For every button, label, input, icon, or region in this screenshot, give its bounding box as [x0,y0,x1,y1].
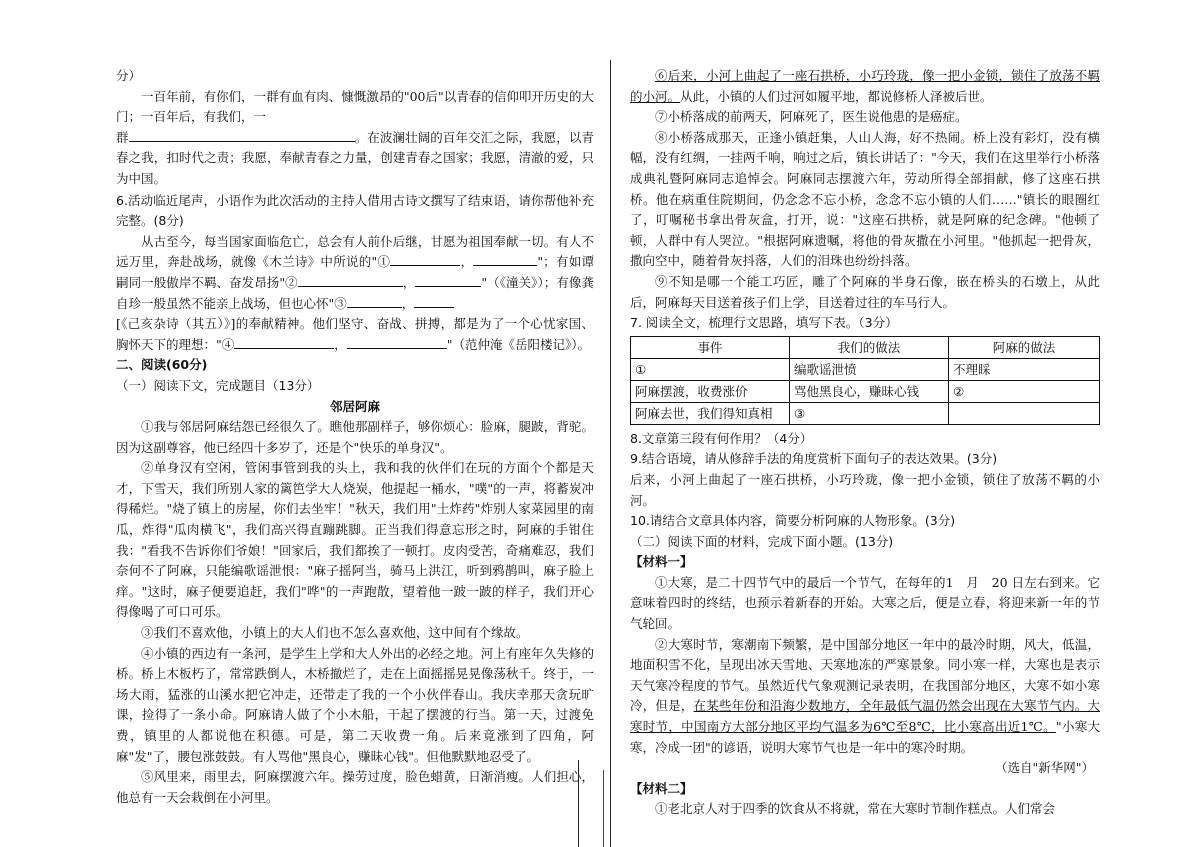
table-cell [949,402,1100,424]
source-credit: （选自"新华网"） [995,760,1094,776]
table-cell[interactable]: ① [631,358,790,380]
q6-text: 从古至今，每当国家面临危亡，总会有人前仆后继，甘愿为祖国奉献一切。有人不远万里，奔赴战场，就像《木兰诗》中所说的"① ， "；有如谭嗣同一般傲岸不羁、奋发昂扬"② ， "（《潼关》）；有像龚自珍一般虽然不能亲上战场，但也心怀"③ ， [116,233,594,311]
blank-2a[interactable] [298,273,403,287]
article-paragraph-3: ③我们不喜欢他，小镇上的大人们也不怎么喜欢他，这中间有个缘故。 [141,625,529,641]
left-column [116,66,594,808]
paragraph-group-fill [116,128,594,190]
article-paragraph-8: ⑧小桥落成那天，正逢小镇赶集，人山人海，好不热闹。桥上没有彩灯，没有横幅，没有红绸，一挂两千响，响过之后，镇长讲话了："今天，我们在这里举行小桥落成典礼暨阿麻同志追悼会。阿麻同志摆渡六年，劳动所得全部捐献，修了这座石拱桥。他在病重住院期间，仍念念不忘小桥，念念不忘小镇的人们……"镇长的眼圈红了，叮嘱秘书拿出骨灰盒，打开，说："这座石拱桥，就是阿麻的纪念碑。"他顿了顿，人群中有人哭泣。"根据阿麻遗嘱，将他的骨灰撒在小河里。"他抓起一把骨灰，撒向空中，随着骨灰抖落，人们的泪珠也纷纷抖落。 [630,129,1100,269]
subsection-2-title: （二）阅读下面的材料，完成下面小题。(13分) [630,533,894,549]
paragraph-6-rest: 从此，小镇的人们过河如履平地，都说修桥人泽被后世。 [680,88,993,104]
blank-3b[interactable] [414,294,454,308]
m1p2-underlined: 在某些年份和沿海少数地方，全年最低气温仍然会出现在大寒节气内。大寒时节，中国南方大部分地区平均气温多为6℃至8℃，比小寒高出近1℃。 [630,698,1100,735]
table-cell: 不理睬 [949,358,1100,380]
fill-suffix: 。在波澜壮阔的百年交汇之际，我愿，以青春之我，扣时代之责；我愿，奉献青春之力量，创建青春之国家；我愿，清澈的爱，只为中国。 [116,129,594,186]
table-row [631,358,1100,380]
table-cell: 骂他黑良心，赚昧心钱 [790,380,949,402]
table-cell[interactable]: ② [949,380,1100,402]
table-cell[interactable]: ③ [790,402,949,424]
table-cell: 阿麻去世，我们得知真相 [631,402,790,424]
blank-4a[interactable] [234,335,334,349]
q6-text-part1: 从古至今，每当国家面临危亡，总会有人前仆后继，甘愿为祖国奉献一切。有人不远万里，奔赴战场，就像《木兰诗》中所说的"① [116,233,594,270]
question-9: 9.结合语境，请从修辞手法的角度赏析下面句子的表达效果。(3分) [630,451,998,467]
fill-prefix: 群 [116,129,129,145]
q6-text-part3: "（《潼关》）；有像龚自珍一般虽然不能亲上战场，但也心怀"③ [116,274,594,311]
material-1-label: 【材料一】 [630,554,693,570]
article-paragraph-4: ④小镇的西边有一条河，是学生上学和大人外出的必经之地。河上有座年久失修的桥。桥上木板朽了，常常跌倒人，木桥撤烂了，走在上面摇摇晃晃像荡秋千。终于，一场大雨，猛涨的山溪水把它冲走，还带走了我的一个小伙伴春山。我庆幸那天贪玩旷课，捡得了一条小命。阿麻请人做了个小木船，干起了摆渡的行当。第一天，过渡免费，镇里的人都说他在积德。可是，第二天收费一角。后来竟涨到了四角，阿麻"发"了，腰包涨鼓鼓。有人骂他"黑良心，赚昧心钱"。但他默默地忍受了。 [116,645,594,764]
question-10: 10.请结合文章具体内容，简要分析阿麻的人物形象。(3分) [630,513,956,529]
article-paragraph-5: ⑤风里来，雨里去，阿麻摆渡六年。操劳过度，脸色蜡黄，日渐消瘦。人们担心，他总有一天会栽倒在小河里。 [116,769,594,805]
article-paragraph-6 [630,66,1100,107]
subsection-1-title: （一）阅读下文，完成题目（13分） [116,377,320,393]
table-header: 我们的做法 [790,336,949,358]
q6-text-part2: "；有如谭嗣同一般傲岸不羁、奋发昂扬"② [116,254,594,290]
table-row [631,380,1100,402]
blank-3a[interactable] [347,294,402,308]
underlined-sentence: ⑥后来，小河上曲起了一座石拱桥，小巧玲珑，像一把小金锁，锁住了放荡不羁的小河。 [630,68,1100,104]
question-8: 8.文章第三段有何作用？（4分） [630,430,813,446]
m1p2-start: ②大寒时节，寒潮南下频繁，是中国部分地区一年中的最冷时期，风大，低温，地面积雪不化，呈现出冰天雪地、天寒地冻的严寒景象。同小寒一样，大寒也是表示天气寒冷程度的节气。虽然近代气象观测记录表明，在我国部分地区，大寒不如小寒冷，但是， [630,636,1100,714]
answer-blank[interactable] [129,128,355,142]
column-divider [610,60,611,847]
right-column [630,66,1100,820]
material-1-paragraph-2 [630,635,1100,759]
section-reading-title: 二、阅读(60分) [116,357,208,373]
q6-text-cont: [《己亥杂诗（其五）》]的奉献精神。他们坚守、奋战、拼搏，都是为了一个心忧家国、胸怀天下的理想："④ ， "（范仲淹《岳阳楼记》）。 [116,316,594,352]
table-row [631,402,1100,424]
table-cell: 编歌谣泄愤 [790,358,949,380]
event-table [630,336,1100,425]
table-header-row [631,336,1100,358]
score-fragment: 分） [116,68,142,83]
m1p2-end: "小寒大寒，冷成一团"的谚语，说明大寒节气也是一年中的寒冷时期。 [630,719,1101,755]
article-paragraph-1: ①我与邻居阿麻结怨已经很久了。瞧他那副样子，够你烦心：脸麻，腿跛，背驼。因为这副尊容，他已经四十多岁了，还是个"快乐的单身汉"。 [116,419,594,455]
material-1-paragraph-1: ①大寒，是二十四节气中的最后一个节气，在每年的1 月 20 日左右到来。它意味着四时的终结，也预示着新春的开始。大寒之后，便是立春，将迎来新一年的节气轮回。 [630,574,1100,632]
material-2-label: 【材料二】 [630,780,693,796]
question-6: 6.活动临近尾声，小语作为此次活动的主持人借用古诗文撰写了结束语，请你帮他补充完整。(8分) [116,192,594,229]
blank-2b[interactable] [415,273,481,287]
article-paragraph-7: ⑦小桥落成的前两天，阿麻死了，医生说他患的是癌症。 [655,109,968,125]
article-paragraph-9: ⑨不知是哪一个能工巧匠，雕了个阿麻的半身石像，嵌在桥头的石墩上，从此后，阿麻每天目送着孩子们上学，目送着过往的车马行人。 [630,273,1100,310]
material-2-paragraph-1: ①老北京人对于四季的饮食从不将就，常在大寒时节制作糕点。人们常会 [655,801,1056,817]
question-7: 7. 阅读全文，梳理行文思路，填写下表。（3分） [630,315,898,331]
blank-1b[interactable] [473,252,537,266]
paragraph-hundred-years: 一百年前，有你们，一群有血有肉、慷慨激昂的"00后"以青春的信仰叩开历史的大门；一百年后，有我们，一 [116,88,594,125]
q6-text-part5: "（范仲淹《岳阳楼记》）。 [446,336,591,352]
table-cell: 阿麻摆渡，收费涨价 [631,380,790,402]
article-title: 邻居阿麻 [329,398,380,414]
article-paragraph-2: ②单身汉有空闲，管闲事管到我的头上，我和我的伙伴们在玩的方面个个都是天才，下雪天，我们所别人家的篱笆学大人烧炭，他提起一桶水，"噗"的一声，将蓄炭冲得稀烂。"烧了镇上的房屋，你们去坐牢！"秋天，我们用"土炸药"炸别人家菜园里的南瓜，炸得"瓜肉横飞"，我们高兴得直蹦跳脚。正当我们得意忘形之时，阿麻的手钳住我："看我不告诉你们爷娘！"回家后，我们都挨了一顿打。皮肉受苦，奇痛难忍，我们奈何不了阿麻，只能编歌谣泄恨："麻子摇阿当，骑马上洪江，听到鸦鹊叫，麻子脸上痒。"这时，麻子便要追赶，我们"哗"的一声跑散，望着他一跛一跛的样子，我们开心得像喝了可口可乐。 [116,460,594,620]
blank-1a[interactable] [390,252,460,266]
question-9-sentence: 后来，小河上曲起了一座石拱桥，小巧玲珑，像一把小金锁，锁住了放荡不羁的小河。 [630,471,1100,508]
binding-margin-line-2 [603,770,604,847]
q6-text-part4: [《己亥杂诗（其五）》]的奉献精神。他们坚守、奋战、拼搏，都是为了一个心忧家国、胸怀天下的理想："④ [116,316,594,352]
table-header: 事件 [631,336,790,358]
blank-4b[interactable] [347,335,447,349]
table-header: 阿麻的做法 [949,336,1100,358]
